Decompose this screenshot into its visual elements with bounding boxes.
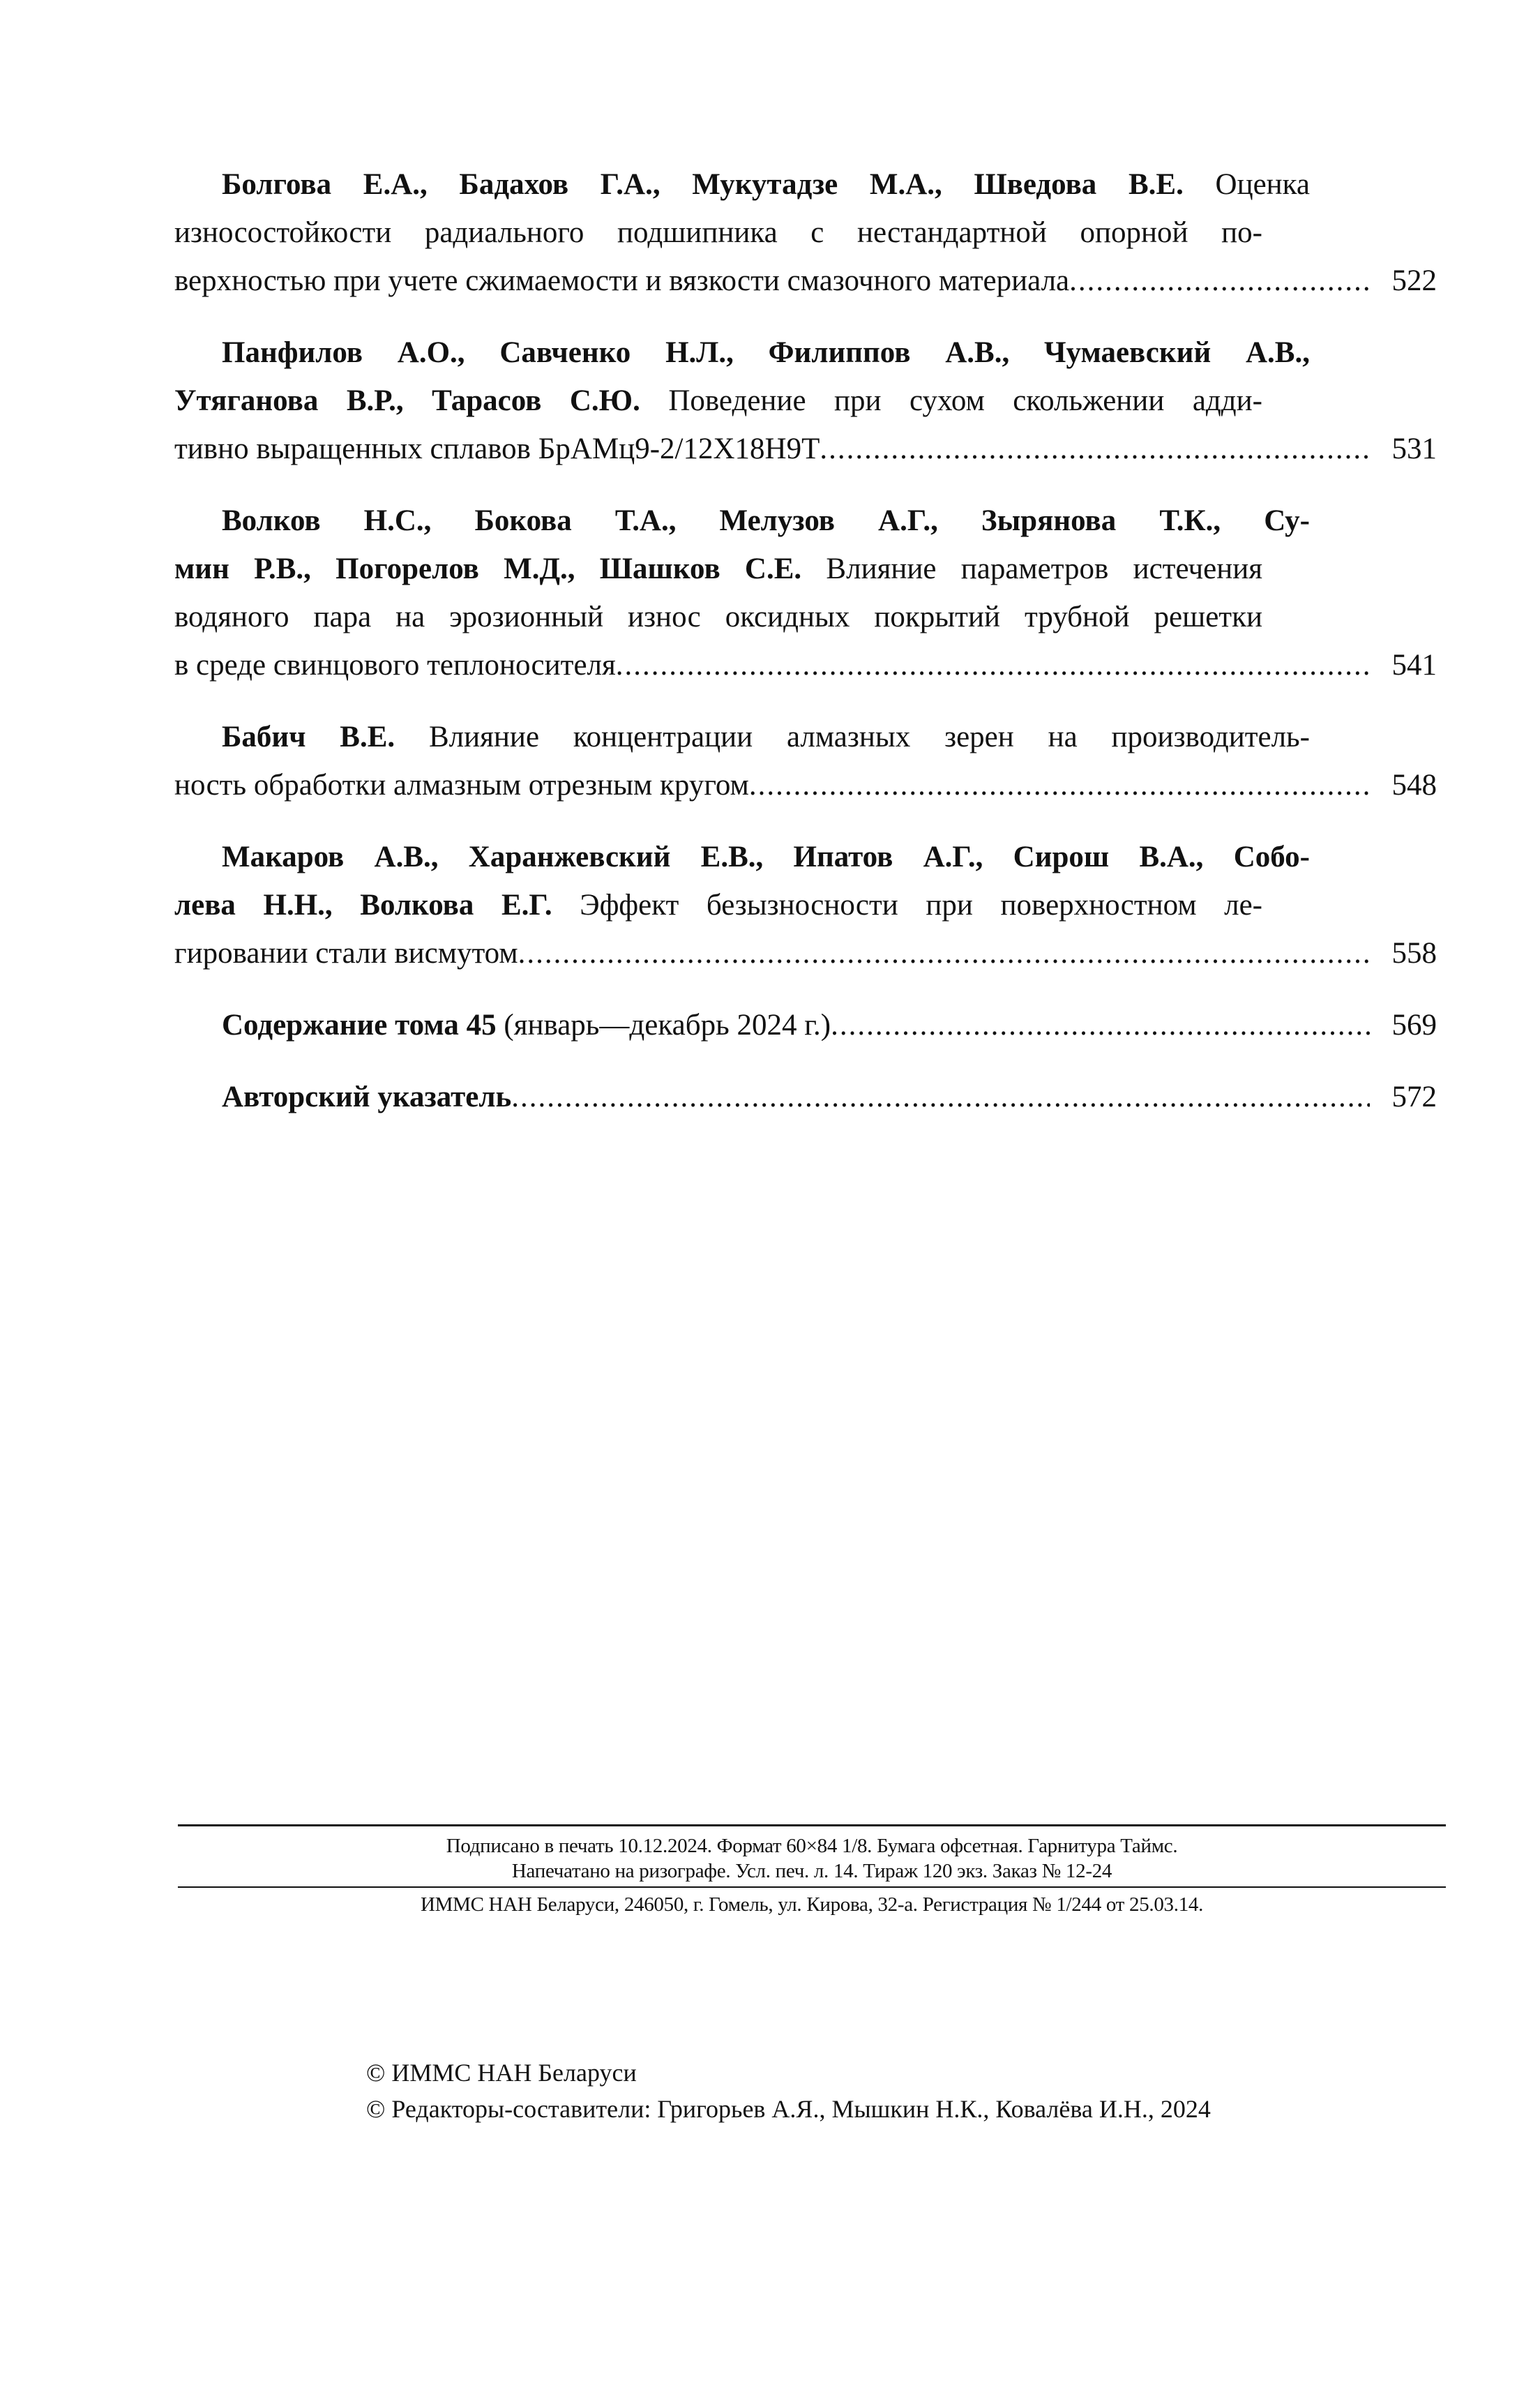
toc-title-text: водяного пара на эрозионный износ оксидных покрытий трубной решетки bbox=[174, 601, 1262, 633]
dot-leader bbox=[831, 1001, 1370, 1049]
toc-entry-last-line bbox=[174, 929, 1437, 977]
toc-page-number: 572 bbox=[1391, 1081, 1437, 1113]
toc-page-number: 548 bbox=[1391, 769, 1437, 802]
toc-authors: Утяганова В.Р., Тарасов С.Ю. bbox=[174, 384, 640, 417]
toc-page-number: 522 bbox=[1391, 264, 1437, 297]
toc-page-number: 531 bbox=[1391, 433, 1437, 465]
toc-entry-last-line bbox=[174, 641, 1437, 689]
toc-title-text bbox=[222, 1073, 511, 1121]
imprint-rule-bottom bbox=[178, 1886, 1446, 1888]
toc-entry-line bbox=[174, 833, 1310, 881]
toc-heading: Содержание тома 45 bbox=[222, 1009, 497, 1042]
dot-leader bbox=[518, 929, 1370, 977]
dot-leader bbox=[616, 641, 1370, 689]
toc-authors: лева Н.Н., Волкова Е.Г. bbox=[174, 889, 552, 922]
toc-title-text: Поведение при сухом скольжении адди- bbox=[640, 384, 1262, 417]
toc-title-text: ность обработки алмазным отрезным кругом bbox=[174, 769, 749, 802]
toc-entry-volume-contents bbox=[174, 1001, 1437, 1049]
copyright-line: © Редакторы-составители: Григорьев А.Я., Мышкин Н.К., Ковалёва И.Н., 2024 bbox=[366, 2095, 1211, 2123]
table-of-contents bbox=[174, 160, 1437, 1121]
toc-entry-line bbox=[174, 593, 1262, 641]
toc-heading: Авторский указатель bbox=[222, 1081, 512, 1113]
toc-entry bbox=[174, 329, 1437, 473]
toc-title-text: тивно выращенных сплавов БрАМц9-2/12Х18Н9Т bbox=[174, 433, 820, 465]
toc-title-text: в среде свинцового теплоносителя bbox=[174, 649, 616, 682]
toc-entry-line bbox=[174, 881, 1262, 929]
imprint-line: Подписано в печать 10.12.2024. Формат 60×84 1/8. Бумага офсетная. Гарнитура Таймс. bbox=[446, 1835, 1178, 1857]
toc-entry-last-line bbox=[174, 425, 1437, 473]
dot-leader bbox=[1069, 257, 1370, 305]
toc-entry-line bbox=[174, 497, 1310, 545]
toc-authors: Макаров А.В., Харанжевский Е.В., Ипатов А.Г., Сирош В.А., Собо- bbox=[222, 841, 1310, 873]
dot-leader bbox=[820, 425, 1370, 473]
toc-page-number: 541 bbox=[1391, 649, 1437, 682]
toc-entry bbox=[174, 497, 1437, 689]
dot-leader bbox=[749, 761, 1370, 809]
toc-entry-line bbox=[174, 160, 1310, 209]
imprint-line: ИММС НАН Беларуси, 246050, г. Гомель, ул. Кирова, 32-а. Регистрация № 1/244 от 25.03.14. bbox=[420, 1893, 1204, 1916]
toc-authors: Бабич В.Е. bbox=[222, 721, 395, 753]
toc-entry-line bbox=[174, 377, 1262, 425]
toc-entry bbox=[174, 160, 1437, 305]
copyright-block bbox=[366, 2055, 1211, 2127]
toc-entry-line bbox=[174, 713, 1310, 761]
toc-entry bbox=[174, 713, 1437, 809]
toc-entry-last-line bbox=[174, 257, 1437, 305]
toc-entry-last-line bbox=[174, 1073, 1437, 1121]
toc-title-text: Оценка bbox=[1183, 168, 1310, 201]
imprint-line: Напечатано на ризографе. Усл. печ. л. 14. Тираж 120 экз. Заказ № 12-24 bbox=[511, 1860, 1112, 1882]
toc-entry bbox=[174, 833, 1437, 977]
toc-authors: мин Р.В., Погорелов М.Д., Шашков С.Е. bbox=[174, 553, 802, 585]
toc-entry-line bbox=[174, 209, 1262, 257]
copyright-line: © ИММС НАН Беларуси bbox=[366, 2059, 637, 2087]
toc-title-text: износостойкости радиального подшипника с нестандартной опорной по- bbox=[174, 216, 1262, 249]
toc-title-text: Влияние параметров истечения bbox=[801, 553, 1262, 585]
toc-entry-line bbox=[174, 329, 1310, 377]
toc-authors: Волков Н.С., Бокова Т.А., Мелузов А.Г., Зырянова Т.К., Су- bbox=[222, 504, 1310, 537]
toc-title-text: Влияние концентрации алмазных зерен на производитель- bbox=[395, 721, 1310, 753]
toc-heading-detail: (январь—декабрь 2024 г.) bbox=[496, 1009, 831, 1042]
toc-authors: Болгова Е.А., Бадахов Г.А., Мукутадзе М.А., Шведова В.Е. bbox=[222, 168, 1184, 201]
toc-authors: Панфилов А.О., Савченко Н.Л., Филиппов А.В., Чумаевский А.В., bbox=[222, 336, 1310, 369]
toc-entry-line bbox=[174, 545, 1262, 593]
toc-page-number: 569 bbox=[1391, 1009, 1437, 1042]
toc-title-text: гировании стали висмутом bbox=[174, 937, 518, 970]
toc-entry-last-line bbox=[174, 1001, 1437, 1049]
imprint-rule-top bbox=[178, 1824, 1446, 1826]
toc-title-text: Эффект безызносности при поверхностном ле- bbox=[552, 889, 1262, 922]
toc-title-text: верхностью при учете сжимаемости и вязкости смазочного материала bbox=[174, 264, 1070, 297]
toc-entry-last-line bbox=[174, 761, 1437, 809]
imprint-block bbox=[178, 1824, 1446, 1917]
dot-leader bbox=[511, 1073, 1370, 1121]
toc-page-number: 558 bbox=[1391, 937, 1437, 970]
toc-title-text bbox=[222, 1001, 831, 1049]
toc-entry-author-index bbox=[174, 1073, 1437, 1121]
